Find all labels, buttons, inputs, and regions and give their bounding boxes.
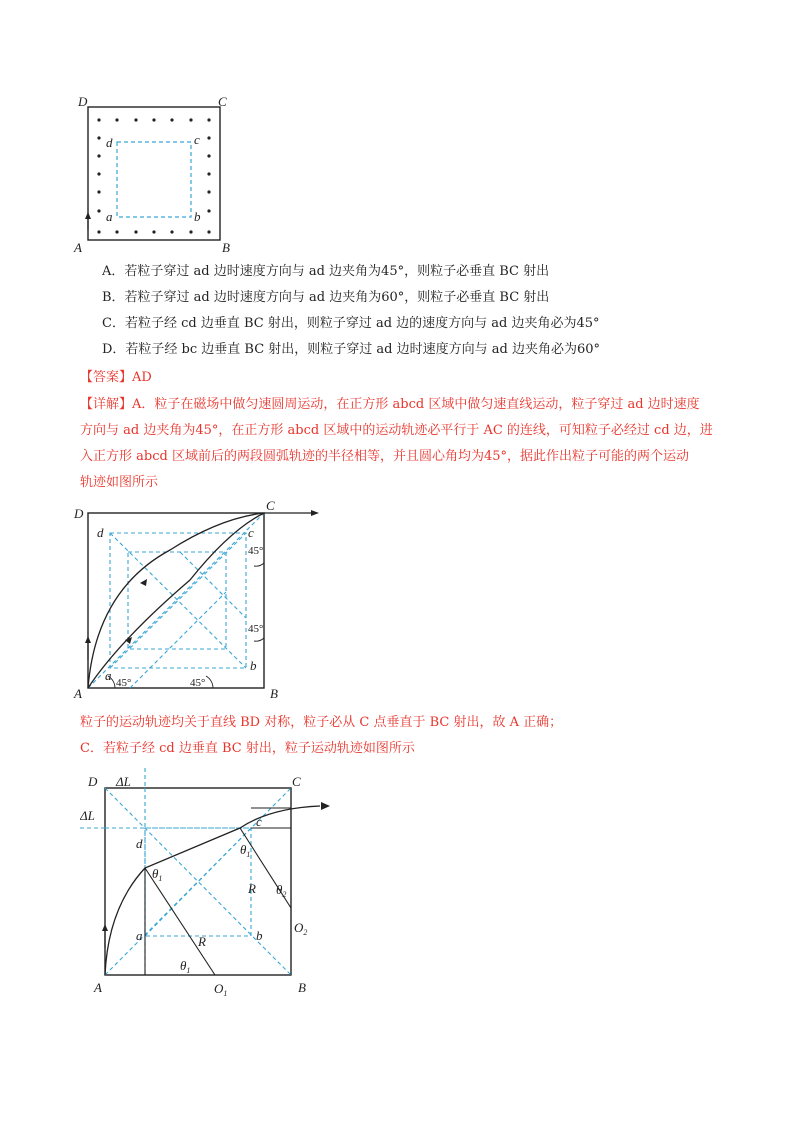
label-a: a bbox=[106, 209, 113, 224]
label-a: a bbox=[105, 668, 112, 683]
field-dot bbox=[97, 154, 100, 157]
label-R-2: R bbox=[248, 881, 256, 896]
label-O2: $O_2$ bbox=[294, 920, 308, 937]
label-A: A bbox=[94, 980, 102, 995]
answer-tag: 【答案】 bbox=[80, 370, 133, 385]
angle-label-2: 45° bbox=[248, 623, 264, 635]
angle-label-1: 45° bbox=[248, 545, 264, 557]
option-b: B．若粒子穿过 ad 边时速度方向与 ad 边夹角为60°，则粒子必垂直 BC 射出 bbox=[102, 290, 550, 305]
label-delta-L-left: ΔL bbox=[80, 808, 95, 823]
field-dot bbox=[134, 230, 137, 233]
field-dot bbox=[115, 118, 118, 121]
field-dot bbox=[97, 118, 100, 121]
field-dot bbox=[207, 190, 210, 193]
label-theta1-bottom: $\theta_1$ bbox=[180, 958, 191, 975]
label-A: A bbox=[74, 240, 82, 255]
label-O1: $O_1$ bbox=[214, 981, 228, 998]
label-theta1-top: $\theta_1$ bbox=[152, 866, 163, 883]
label-D: D bbox=[88, 774, 98, 789]
explanation-line-4: 轨迹如图所示 bbox=[80, 475, 159, 490]
angle-label-3: 45° bbox=[116, 677, 132, 689]
explanation-line-3: 入正方形 abcd 区域前后的两段圆弧轨迹的半径相等，并且圆心角均为45°，据此作出粒子可能的两个运动 bbox=[80, 449, 689, 464]
field-dot bbox=[152, 230, 155, 233]
label-a: a bbox=[136, 928, 143, 943]
figure-2-trajectories bbox=[70, 500, 340, 700]
field-dot bbox=[170, 230, 173, 233]
field-dot bbox=[189, 118, 192, 121]
label-C: C bbox=[292, 774, 301, 789]
label-theta1-right: $\theta_1$ bbox=[240, 842, 251, 859]
label-d: d bbox=[106, 135, 113, 150]
label-c: c bbox=[194, 132, 200, 147]
label-C: C bbox=[218, 94, 227, 109]
figure-3-trajectory bbox=[80, 768, 340, 1008]
label-B: B bbox=[222, 240, 230, 255]
angle-label-4: 45° bbox=[190, 677, 206, 689]
field-dot bbox=[97, 190, 100, 193]
figure-1-square-field bbox=[70, 90, 250, 260]
field-dot bbox=[97, 136, 100, 139]
label-A: A bbox=[74, 686, 82, 700]
field-dot bbox=[207, 118, 210, 121]
label-b: b bbox=[194, 209, 201, 224]
explanation-line-2: 方向与 ad 边夹角为45°，在正方形 abcd 区域中的运动轨迹必平行于 AC 的连线，可知粒子必经过 cd 边，进 bbox=[80, 423, 713, 438]
field-dot bbox=[152, 118, 155, 121]
field-dot bbox=[97, 209, 100, 212]
label-b: b bbox=[250, 658, 257, 673]
option-a: A．若粒子穿过 ad 边时速度方向与 ad 边夹角为45°，则粒子必垂直 BC 射出 bbox=[102, 264, 550, 279]
field-dot bbox=[170, 118, 173, 121]
label-theta2: $\theta_2$ bbox=[276, 882, 287, 899]
field-dot bbox=[207, 172, 210, 175]
label-B: B bbox=[270, 686, 278, 700]
answer-line bbox=[80, 369, 152, 387]
field-dot bbox=[207, 136, 210, 139]
field-dot bbox=[189, 230, 192, 233]
label-c: c bbox=[248, 525, 254, 540]
label-c: c bbox=[256, 814, 262, 829]
label-delta-L-top: ΔL bbox=[116, 774, 131, 789]
field-dot bbox=[207, 230, 210, 233]
label-d: d bbox=[136, 836, 143, 851]
field-dot bbox=[207, 209, 210, 212]
explanation-line-1: 【详解】A．粒子在磁场中做匀速圆周运动，在正方形 abcd 区域中做匀速直线运动，粒子穿过 ad 边时速度 bbox=[80, 397, 700, 412]
field-dot bbox=[97, 172, 100, 175]
option-d: D．若粒子经 bc 边垂直 BC 射出，则粒子穿过 ad 边时速度方向与 ad 边夹角必为60° bbox=[102, 342, 601, 357]
label-D: D bbox=[74, 506, 84, 521]
conclusion-c: C．若粒子经 cd 边垂直 BC 射出，粒子运动轨迹如图所示 bbox=[80, 741, 415, 756]
field-dot bbox=[207, 154, 210, 157]
option-c: C．若粒子经 cd 边垂直 BC 射出，则粒子穿过 ad 边的速度方向与 ad 边夹角必为45° bbox=[102, 316, 600, 331]
answer-value: AD bbox=[132, 370, 152, 385]
label-d: d bbox=[97, 525, 104, 540]
label-D: D bbox=[78, 94, 88, 109]
conclusion-a: 粒子的运动轨迹均关于直线 BD 对称，粒子必从 C 点垂直于 BC 射出，故 A 正确； bbox=[80, 715, 563, 730]
field-dot bbox=[97, 230, 100, 233]
label-R-1: R bbox=[198, 934, 206, 949]
label-b: b bbox=[256, 928, 263, 943]
label-B: B bbox=[298, 980, 306, 995]
explanation-tag: 【详解】 bbox=[80, 397, 133, 412]
field-dot bbox=[134, 118, 137, 121]
label-C: C bbox=[266, 500, 275, 513]
field-dot bbox=[115, 230, 118, 233]
